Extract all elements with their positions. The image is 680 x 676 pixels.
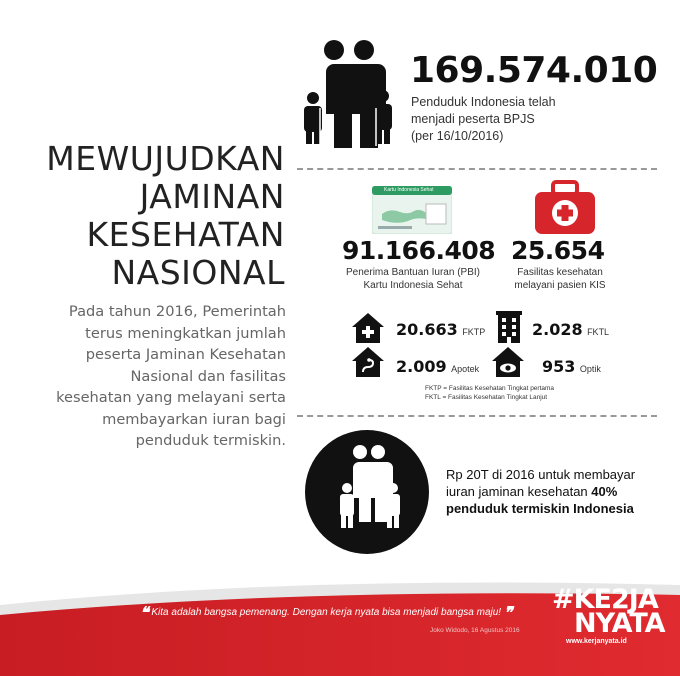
poor-caption — [446, 466, 635, 517]
hospital-building-icon — [494, 309, 524, 345]
facilities-caption — [505, 266, 615, 292]
stat-label: Optik — [579, 364, 601, 374]
caption-line: Rp 20T di 2016 untuk membayar — [446, 467, 636, 482]
title-line: NASIONAL — [111, 253, 285, 292]
quote-open-icon: ❝ — [140, 605, 149, 622]
divider — [297, 415, 657, 417]
caption-line: (per 16/10/2016) — [411, 129, 504, 143]
stat-optik — [542, 357, 601, 377]
stat-number: 20.663 — [396, 320, 458, 339]
stat-label: Apotek — [451, 364, 480, 374]
caption-line: Penduduk Indonesia telah — [411, 95, 556, 109]
stat-number: 2.009 — [396, 357, 447, 376]
logo-line: NYATA — [574, 608, 665, 639]
participants-number: 169.574.010 — [410, 50, 658, 91]
title-line: KESEHATAN — [86, 215, 285, 254]
pbi-number: 91.166.408 — [342, 236, 496, 265]
stat-label: FKTP — [462, 327, 486, 337]
title-line: JAMINAN — [139, 177, 285, 216]
description-line: terus meningkatkan jumlah — [85, 324, 286, 342]
caption-line: menjadi peserta BPJS — [411, 112, 535, 126]
note-line: FKTL = Fasilitas Kesehatan Tingkat Lanjut — [425, 394, 548, 401]
footer-url[interactable]: www.kerjanyata.id — [566, 638, 627, 645]
pbi-caption — [340, 266, 486, 292]
page-title — [20, 140, 285, 292]
optik-house-icon — [490, 345, 526, 379]
stat-apotek — [396, 357, 479, 377]
medical-kit-icon — [533, 180, 597, 236]
kerja-nyata-logo — [552, 584, 665, 639]
facilities-number: 25.654 — [511, 236, 605, 265]
caption-line: Penerima Bantuan Iuran (PBI) — [346, 267, 480, 278]
caption-line: Kartu Indonesia Sehat — [363, 280, 463, 291]
caption-highlight: 40% — [591, 484, 618, 499]
logo-line: #KE2JA — [552, 584, 658, 615]
stat-number: 2.028 — [532, 320, 583, 339]
stat-fktp — [396, 320, 485, 340]
caption-line: Fasilitas kesehatan — [517, 267, 603, 278]
note-line: FKTP = Fasilitas Kesehatan Tingkat pertama — [425, 385, 555, 392]
quote-close-icon: ❞ — [503, 605, 513, 622]
kis-card-label: Kartu Indonesia Sehat — [384, 187, 434, 193]
stat-label: FKTL — [587, 327, 610, 337]
participants-caption — [411, 94, 556, 145]
abbreviation-notes — [425, 384, 554, 402]
caption-line — [446, 483, 635, 500]
kis-card-icon — [372, 186, 452, 234]
divider — [297, 168, 657, 170]
footer-attribution: Joko Widodo, 16 Agustus 2016 — [430, 627, 520, 634]
description-line: Nasional dan fasilitas — [130, 367, 286, 385]
description-line: Pada tahun 2016, Pemerintah — [68, 303, 286, 320]
description-line: peserta Jaminan Kesehatan — [85, 346, 286, 363]
quote-text: Kita adalah bangsa pemenang. Dengan kerja nyata bisa menjadi bangsa maju! — [151, 607, 502, 618]
title-line: MEWUJUDKAN — [46, 139, 285, 178]
description — [16, 301, 286, 452]
caption-text: iuran jaminan kesehatan — [446, 484, 592, 499]
family-icon — [300, 38, 400, 150]
caption-line: melayani pasien KIS — [514, 280, 606, 291]
caption-line: penduduk termiskin Indonesia — [446, 501, 634, 516]
stat-fktl — [532, 320, 609, 340]
stat-number: 953 — [542, 357, 576, 376]
description-line: kesehatan yang melayani serta — [56, 389, 286, 406]
poor-family-icon — [305, 430, 429, 554]
description-line: membayarkan iuran bagi — [102, 410, 286, 428]
description-line: penduduk termiskin. — [135, 432, 286, 449]
footer-quote — [140, 603, 512, 623]
clinic-house-icon — [350, 311, 386, 345]
pharmacy-house-icon — [350, 345, 386, 379]
